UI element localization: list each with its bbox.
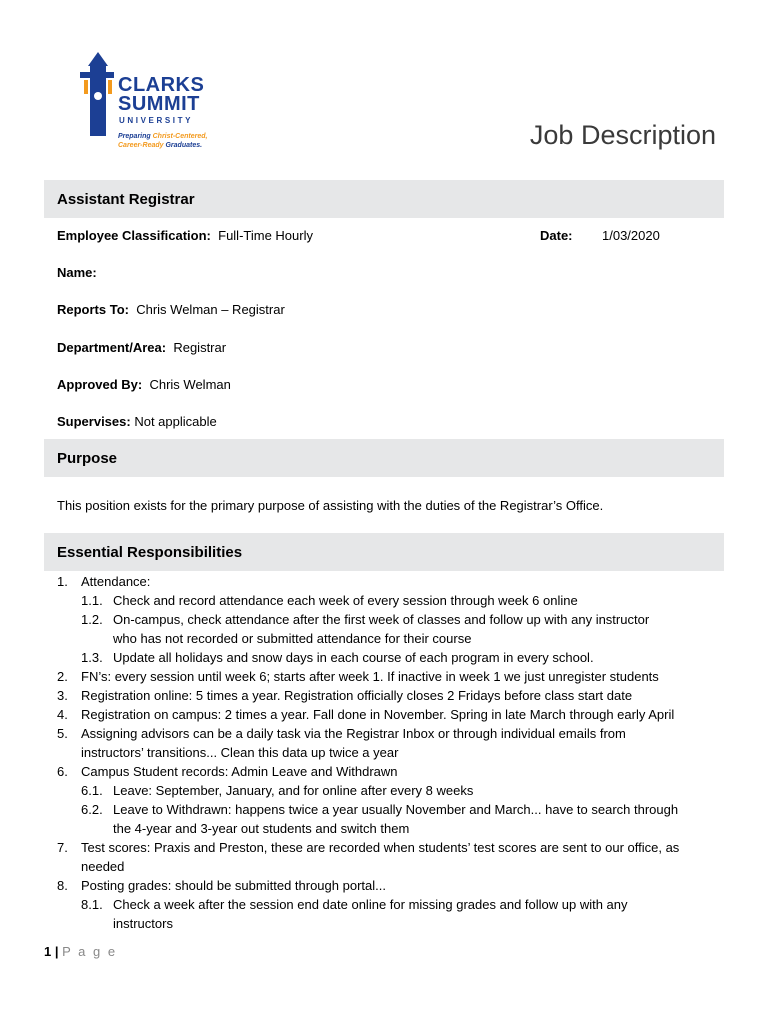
approved-by-label: Approved By: (57, 377, 143, 392)
date-value: 1/03/2020 (602, 228, 660, 243)
list-item: 5. Assigning advisors can be a daily task via the Registrar Inbox or through individual emails from (57, 726, 626, 741)
job-title: Assistant Registrar (57, 191, 195, 208)
list-item: 3. Registration online: 5 times a year. Registration officially closes 2 Fridays before class start date (57, 688, 633, 703)
list-item: 4. Registration on campus: 2 times a year. Fall done in November. Spring in late March through early April (57, 707, 675, 722)
logo-university: UNIVERSITY (119, 116, 194, 125)
sub-list: 1.1. Check and record attendance each week of every session through week 6 online 1.2. On-campus, check attendance after the first week of classes and follow up with any instructor who has not recorded or submitted attendance for their course 1.3. Update all holidays and snow days in each course of each program in every school. (57, 591, 727, 667)
classification-label: Employee Classification: (57, 228, 211, 243)
logo-tagline: Preparing Christ-Centered, Career-Ready Graduates. (118, 133, 208, 149)
date-field (540, 228, 573, 243)
page-number: 1 (44, 944, 52, 959)
page-footer: 1 | P a g e (44, 944, 118, 959)
approved-by-field (57, 377, 231, 392)
name-label: Name: (57, 265, 97, 280)
list-item: 1.1. Check and record attendance each week of every session through week 6 online (81, 593, 578, 608)
reports-to-label: Reports To: (57, 302, 129, 317)
purpose-text: This position exists for the primary purpose of assisting with the duties of the Registrar’s Office. (57, 498, 604, 513)
bell-tower-icon (76, 52, 118, 138)
reports-to-value: Chris Welman – Registrar (136, 302, 285, 317)
purpose-heading: Purpose (57, 450, 118, 467)
section-header-purpose (44, 439, 724, 477)
supervises-value: Not applicable (134, 414, 217, 429)
page-label: P a g e (62, 944, 118, 959)
classification-field (57, 228, 313, 243)
list-item: 1.3. Update all holidays and snow days in each course of each program in every school. (81, 650, 594, 665)
list-item: 7. Test scores: Praxis and Preston, these are recorded when students’ test scores are sent to our office, as (57, 840, 680, 855)
date-label: Date: (540, 228, 573, 243)
name-field (57, 265, 97, 280)
list-item: 8.1. Check a week after the session end date online for missing grades and follow up with any (81, 897, 628, 912)
list-item: 6.2. Leave to Withdrawn: happens twice a year usually November and March... have to search through (81, 802, 679, 817)
responsibilities-heading: Essential Responsibilities (57, 544, 243, 561)
list-item: 6. Campus Student records: Admin Leave and Withdrawn (57, 764, 398, 779)
department-value: Registrar (173, 340, 227, 355)
classification-value: Full-Time Hourly (218, 228, 313, 243)
sub-list: 8.1. Check a week after the session end date online for missing grades and follow up with any instructors (57, 895, 727, 933)
logo-name: CLARKS SUMMIT (118, 74, 205, 115)
responsibilities-list: 1. Attendance: 1.1. Check and record attendance each week of every session through week 6 online 1.2. On-campus, check attendance after the first week of classes and follow up with any instructor who has not recorded or submitted attendance for their course 1.3. Update all holidays and snow days in each course of each program in every school. 2. FN’s: every session until week 6; starts after week 1. If inactive in week 1 we just unregister students 3. Registration online: 5 times a year. Registration officially closes 2 Fridays before class start date 4. Registration on campus: 2 times a year. Fall done in November. Spring in late March through early April 5. Assigning advisors can be a daily task via the Registrar Inbox or through individual emails from instructors’ transitions... Clean this data up twice a year 6. Campus Student records: Admin Leave and Withdrawn 6.1. Leave: September, January, and for online after every 8 weeks 6.2. Leave to Withdrawn: happens twice a year usually November and March... have to search through the 4-year and 3-year out students and switch them 7. Test scores: Praxis and Preston, these are recorded when students’ test scores are sent to our office, as needed 8. Posting grades: should be submitted through portal... 8.1. Check a week after the session end date online for missing grades and follow up with any instructors (57, 572, 727, 933)
university-logo (76, 52, 216, 152)
document-title: Job Description (529, 120, 716, 150)
department-field (57, 340, 226, 355)
section-header-job-title (44, 180, 724, 218)
list-item: 1. Attendance: (57, 574, 151, 589)
supervises-field (57, 414, 217, 429)
approved-by-value: Chris Welman (149, 377, 231, 392)
section-header-responsibilities (44, 533, 724, 571)
reports-to-field (57, 302, 285, 317)
list-item: 1.2. On-campus, check attendance after the first week of classes and follow up with any instructor (81, 612, 650, 627)
supervises-label: Supervises: (57, 414, 131, 429)
list-item: 8. Posting grades: should be submitted through portal... (57, 878, 386, 893)
list-item: 6.1. Leave: September, January, and for online after every 8 weeks (81, 783, 474, 798)
sub-list: 6.1. Leave: September, January, and for online after every 8 weeks 6.2. Leave to Withdrawn: happens twice a year usually November and March... have to search through the 4-year and 3-year out students and switch them (57, 781, 727, 838)
list-item: 2. FN’s: every session until week 6; starts after week 1. If inactive in week 1 we just unregister students (57, 669, 659, 684)
department-label: Department/Area: (57, 340, 167, 355)
